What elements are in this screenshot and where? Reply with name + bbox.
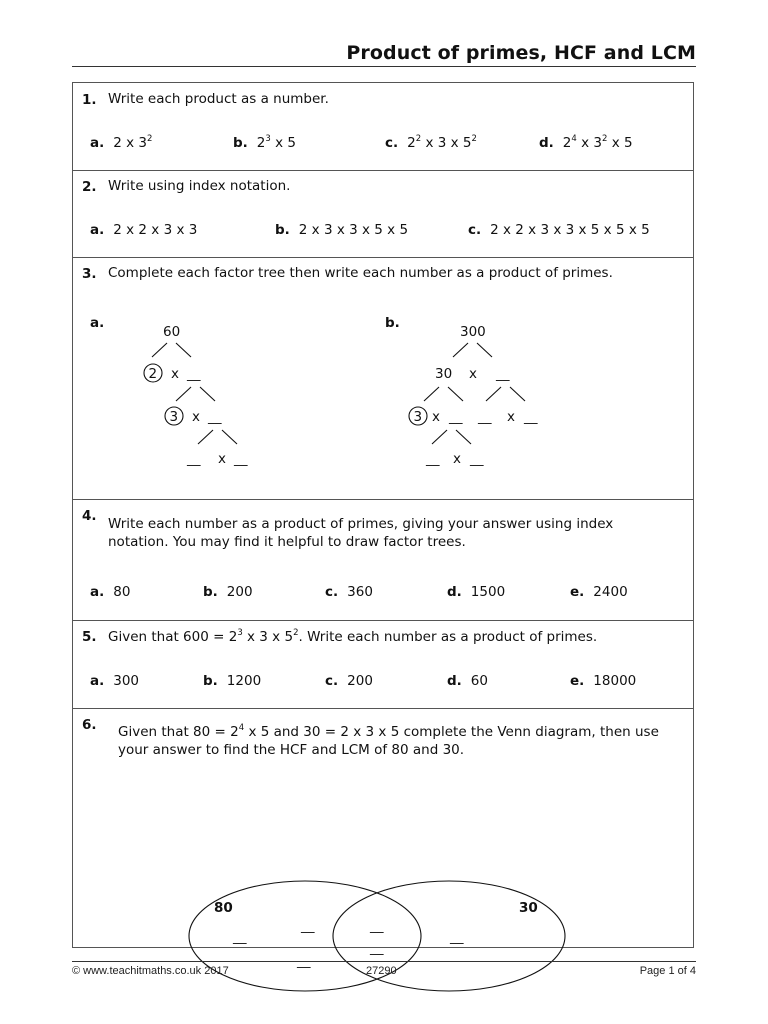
part-c (385, 135, 477, 151)
part-mid: x 3 x 5 (421, 135, 472, 151)
question-1 (73, 83, 693, 171)
part-label: d. (447, 584, 462, 600)
part-e (570, 673, 636, 689)
part-d (447, 673, 488, 689)
question-number: 3. (82, 266, 97, 282)
part-label: a. (90, 584, 105, 600)
tree-b-times: x (507, 409, 515, 425)
part-value: 200 (226, 584, 253, 600)
tree-b-prime-1: 3 (413, 409, 423, 425)
question-3 (73, 257, 693, 500)
venn-blank: __ (370, 918, 384, 934)
question-text (108, 628, 597, 646)
tree-a-times: x (171, 366, 179, 382)
question-number: 1. (82, 92, 97, 108)
tree-b-blank: __ (470, 451, 484, 467)
question-number: 2. (82, 179, 97, 195)
part-label: b. (233, 135, 248, 151)
part-c (325, 673, 373, 689)
part-label: e. (570, 673, 585, 689)
part-label: c. (385, 135, 399, 151)
part-e (570, 584, 628, 600)
part-value: 360 (347, 584, 373, 600)
part-a (90, 135, 152, 151)
part-label: e. (570, 584, 585, 600)
tree-b-label: b. (385, 315, 400, 331)
text-segment: . Write each number as a product of primes. (298, 629, 598, 645)
tree-a-blank: __ (187, 451, 201, 467)
part-d (539, 135, 633, 151)
part-value: 2 x 3 x 3 x 5 x 5 (298, 222, 409, 238)
tree-b-root: 300 (460, 324, 486, 340)
text-segment: your answer to find the HCF and LCM of 80 and 30. (118, 742, 465, 758)
question-2 (73, 170, 693, 258)
part-label: c. (325, 673, 339, 689)
exponent: 2 (147, 134, 153, 144)
part-base: 2 (562, 135, 572, 151)
venn-label-30: 30 (519, 900, 538, 916)
part-value: 1500 (470, 584, 506, 600)
venn-diagram (73, 708, 693, 969)
part-label: a. (90, 135, 105, 151)
part-a (90, 222, 197, 238)
part-base: 2 (256, 135, 266, 151)
part-value: 2 x 2 x 3 x 3 x 5 x 5 x 5 (490, 222, 650, 238)
part-b (275, 222, 408, 238)
exponent: 2 (293, 628, 299, 638)
exponent: 4 (238, 723, 245, 733)
tree-a-times: x (192, 409, 200, 425)
tree-b-blank: __ (524, 409, 538, 425)
question-text: Complete each factor tree then write each number as a product of primes. (108, 265, 613, 281)
footer-divider (72, 961, 696, 962)
part-value: 2 x 2 x 3 x 3 (113, 222, 198, 238)
text-segment: x 5 and 30 = 2 x 3 x 5 complete the Venn diagram, then use (244, 724, 659, 740)
tree-a-blank: __ (208, 409, 222, 425)
part-c (468, 222, 650, 238)
exponent: 2 (471, 134, 477, 144)
part-b (203, 584, 253, 600)
part-label: b. (203, 584, 218, 600)
part-mid: x 3 (576, 135, 602, 151)
part-a (90, 584, 130, 600)
text-segment: x 3 x 5 (242, 629, 294, 645)
part-label: c. (468, 222, 482, 238)
venn-blank: __ (301, 918, 315, 934)
footer-code: 27290 (366, 965, 397, 977)
tree-a-blank: __ (187, 366, 201, 382)
page-title: Product of primes, HCF and LCM (346, 42, 696, 64)
part-label: b. (203, 673, 218, 689)
title-divider (72, 66, 696, 67)
factor-trees (73, 257, 693, 497)
exponent: 2 (601, 134, 608, 144)
tree-a-times: x (218, 451, 226, 467)
tree-b-times: x (469, 366, 477, 382)
tree-b-times: x (432, 409, 440, 425)
tree-b-blank: __ (496, 366, 510, 382)
part-b (233, 135, 296, 151)
part-value: 18000 (593, 673, 637, 689)
venn-blank: __ (450, 929, 464, 945)
part-label: b. (275, 222, 290, 238)
question-4 (73, 499, 693, 621)
part-a (90, 673, 139, 689)
question-6 (73, 708, 693, 969)
tree-b-times: x (453, 451, 461, 467)
exponent: 3 (265, 134, 271, 144)
part-c (325, 584, 373, 600)
worksheet-box (72, 82, 694, 969)
exponent: 2 (415, 134, 422, 144)
tree-b-blank: __ (449, 409, 463, 425)
part-base: 2 x 3 (113, 135, 147, 151)
part-label: a. (90, 673, 105, 689)
tree-a-blank: __ (234, 451, 248, 467)
tree-b-blank: __ (426, 451, 440, 467)
tree-a-label: a. (90, 315, 105, 331)
exponent: 4 (571, 134, 577, 144)
part-label: d. (447, 673, 462, 689)
venn-blank: __ (370, 940, 384, 956)
question-5 (73, 620, 693, 709)
text-segment: Given that 80 = 2 (118, 724, 239, 740)
part-value: 60 (470, 673, 488, 689)
venn-blank: __ (233, 929, 247, 945)
part-rest: x 5 (270, 135, 296, 151)
part-rest: x 5 (607, 135, 633, 151)
footer-copyright: © www.teachitmaths.co.uk 2017 (72, 965, 229, 977)
tree-a-prime-2: 3 (169, 409, 179, 425)
venn-blank: __ (297, 953, 311, 969)
venn-label-80: 80 (214, 900, 233, 916)
question-text: Write each product as a number. (108, 91, 329, 107)
question-number: 4. (82, 508, 97, 524)
tree-a-prime-1: 2 (148, 366, 158, 382)
part-value: 1200 (226, 673, 262, 689)
question-number: 5. (82, 629, 97, 645)
text-segment: Given that 600 = 2 (108, 629, 238, 645)
part-label: d. (539, 135, 554, 151)
part-base: 2 (407, 135, 416, 151)
tree-b-blank: __ (478, 409, 492, 425)
part-label: a. (90, 222, 105, 238)
exponent: 3 (237, 628, 243, 638)
part-value: 80 (113, 584, 131, 600)
part-value: 2400 (593, 584, 628, 600)
question-text: Write using index notation. (108, 178, 291, 194)
part-value: 200 (347, 673, 373, 689)
part-label: c. (325, 584, 339, 600)
footer-page: Page 1 of 4 (639, 965, 696, 977)
question-text: Write each number as a product of primes, giving your answer using index notation. You may find it helpful to draw factor trees. (108, 516, 614, 550)
part-b (203, 673, 261, 689)
part-d (447, 584, 505, 600)
tree-b-left: 30 (435, 366, 453, 382)
part-value: 300 (113, 673, 140, 689)
tree-a-root: 60 (163, 324, 181, 340)
question-number: 6. (82, 717, 97, 733)
